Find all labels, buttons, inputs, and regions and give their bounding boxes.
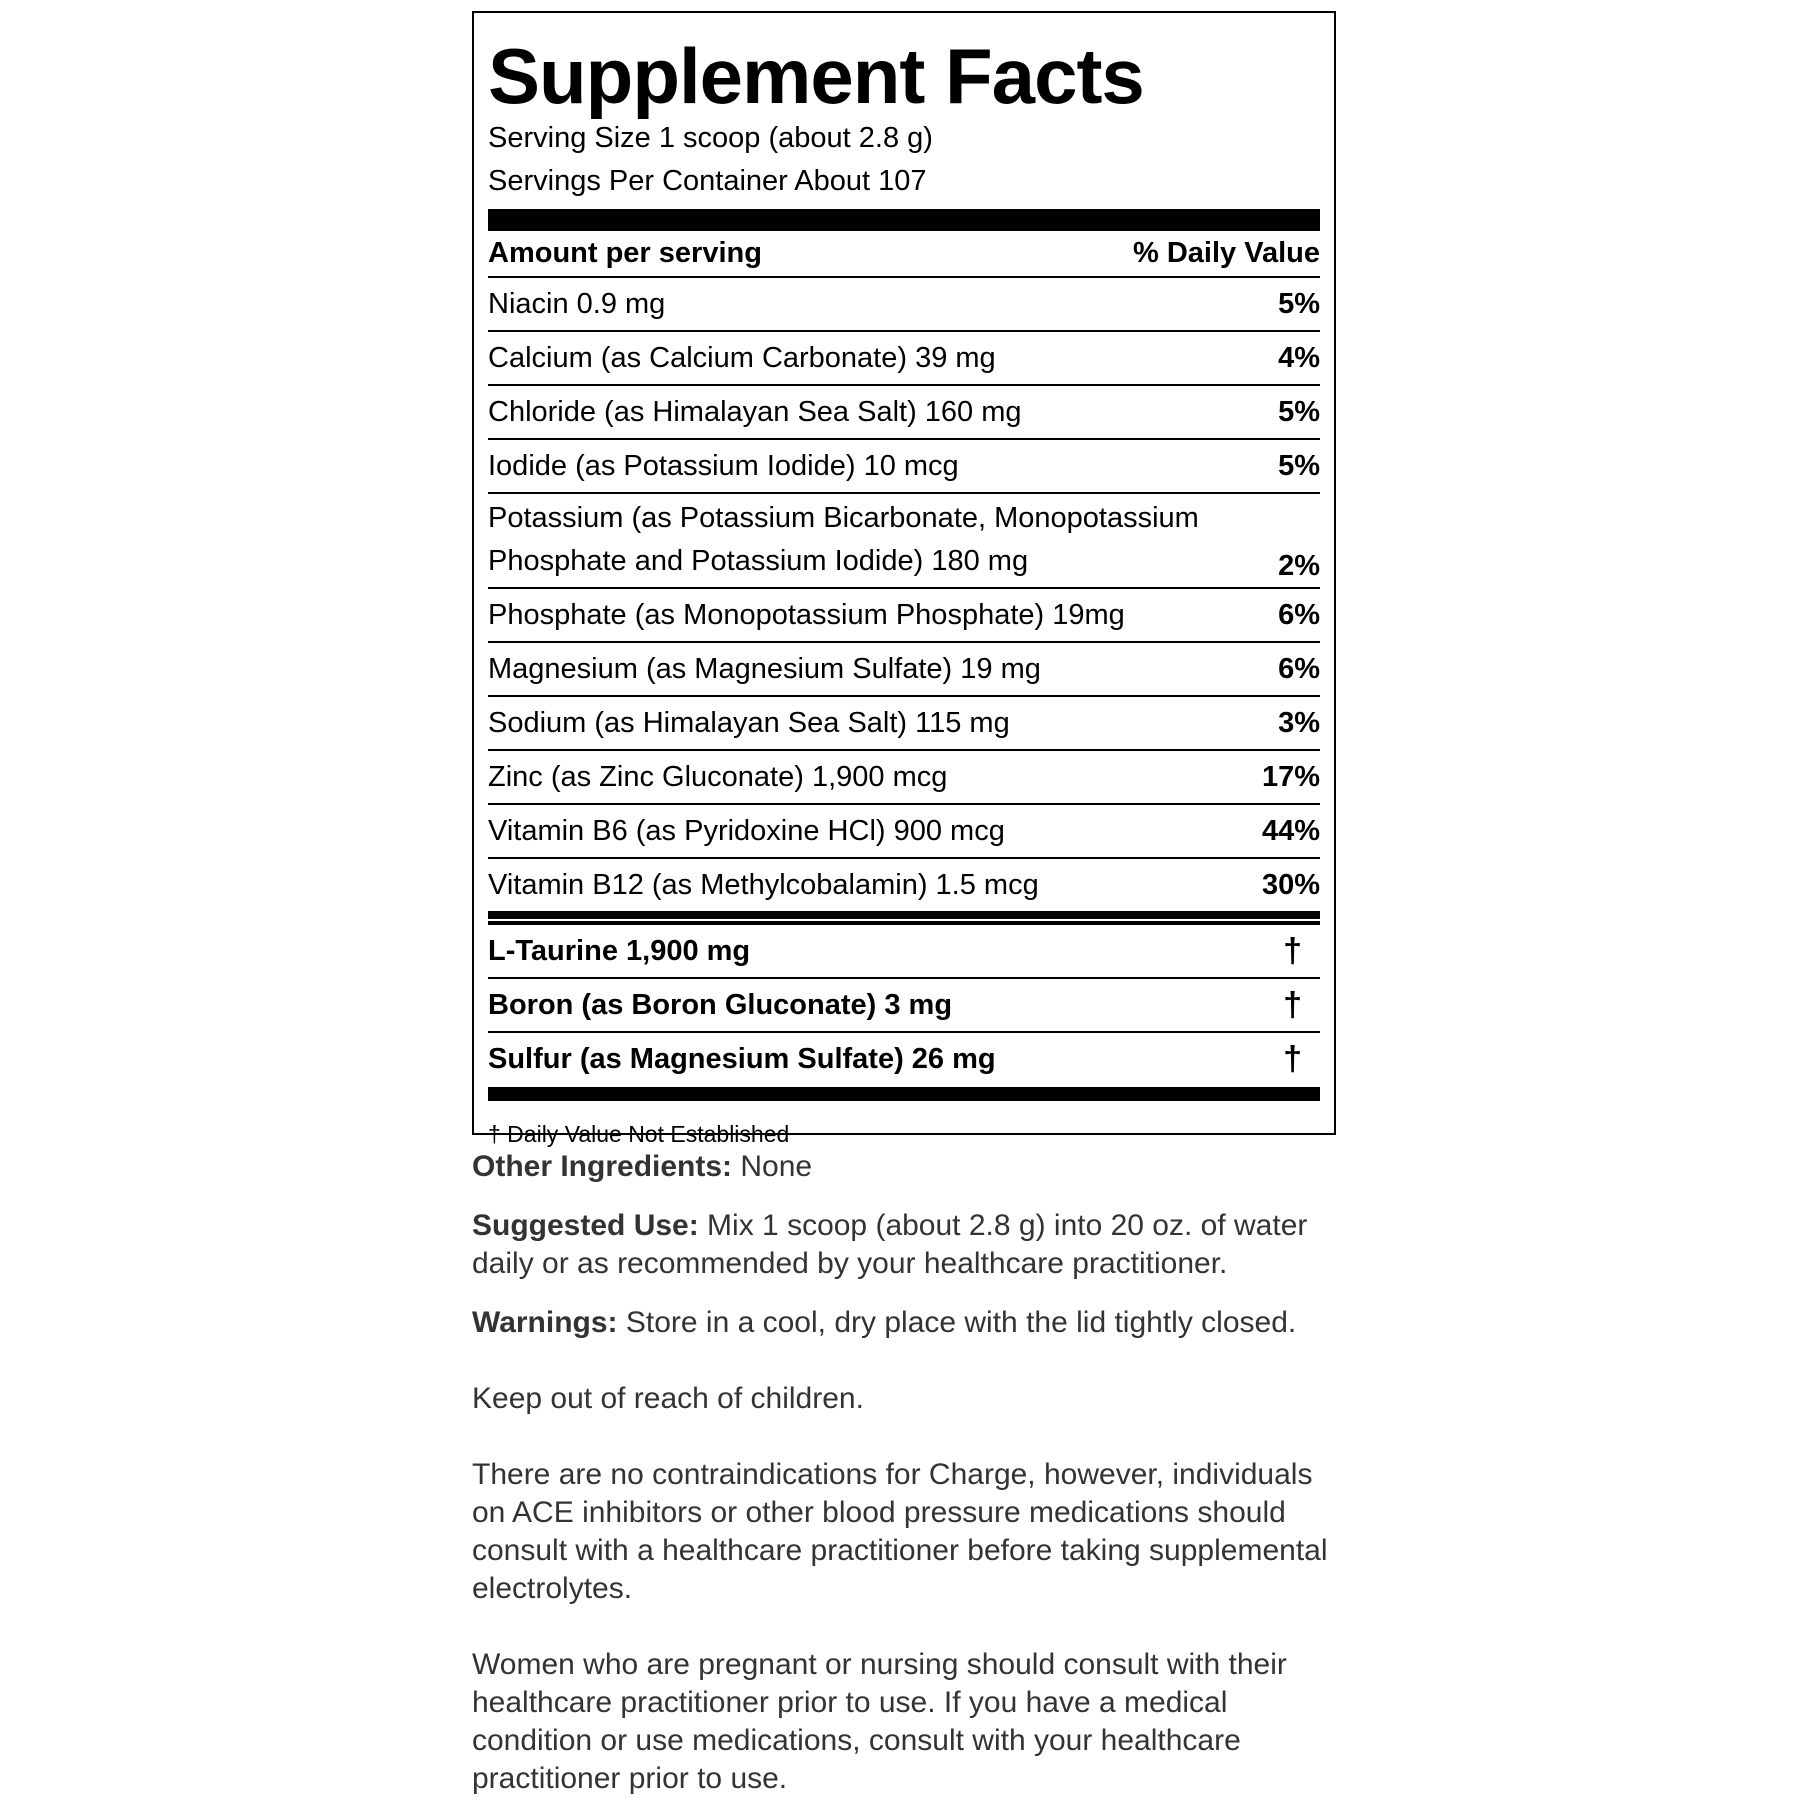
nutrient-dv: 5% <box>1278 395 1320 428</box>
nutrient-dv: 4% <box>1278 341 1320 374</box>
supplement-facts-panel <box>472 11 1336 1147</box>
nutrient-dv: 30% <box>1261 868 1320 901</box>
nutrient-name: Vitamin B6 (as Pyridoxine HCl) 900 mcg <box>488 814 1005 847</box>
table-row <box>488 278 1320 332</box>
dagger-mark: † <box>1283 985 1302 1024</box>
table-row <box>488 589 1320 643</box>
nutrient-name: Niacin 0.9 mg <box>488 287 666 320</box>
table-row <box>488 332 1320 386</box>
other-ingredients-value: None <box>732 1150 813 1183</box>
serving-size: Serving Size 1 scoop (about 2.8 g) <box>488 122 933 154</box>
divider-double <box>488 911 1320 921</box>
table-row <box>488 494 1320 589</box>
table-row <box>488 751 1320 805</box>
nutrient-dv: 5% <box>1278 287 1320 320</box>
other-ingredients-label: Other Ingredients: <box>472 1150 733 1183</box>
nutrient-dv: 6% <box>1278 598 1320 631</box>
nutrient-name: Chloride (as Himalayan Sea Salt) 160 mg <box>488 395 1022 428</box>
ingredient-name: Sulfur (as Magnesium Sulfate) 26 mg <box>488 1042 996 1075</box>
table-row <box>488 925 1320 979</box>
suggested-use <box>472 1207 1352 1283</box>
warnings <box>472 1304 1352 1342</box>
nutrient-dv: 2% <box>1278 550 1320 582</box>
table-row <box>488 643 1320 697</box>
table-header <box>488 231 1320 278</box>
divider-thick <box>488 209 1320 231</box>
warnings-label: Warnings: <box>472 1306 618 1339</box>
nutrient-name: Sodium (as Himalayan Sea Salt) 115 mg <box>488 706 1010 739</box>
nutrient-name: Vitamin B12 (as Methylcobalamin) 1.5 mcg <box>488 868 1039 901</box>
table-row <box>488 1033 1320 1085</box>
contraindications-notice: There are no contraindications for Charge, however, individuals on ACE inhibitors or other blood pressure medications should consult with a healthcare practitioner before taking supplemental electrolytes. <box>472 1458 1328 1605</box>
nutrient-dv: 3% <box>1278 706 1320 739</box>
nutrient-name: Magnesium (as Magnesium Sulfate) 19 mg <box>488 652 1041 685</box>
nutrient-name: Potassium (as Potassium Bicarbonate, Monopotassium Phosphate and Potassium Iodide) 180 mg <box>488 502 1199 577</box>
dagger-mark: † <box>1283 931 1302 970</box>
other-ingredients <box>472 1148 1352 1186</box>
nutrient-dv: 6% <box>1278 652 1320 685</box>
pregnancy-notice: Women who are pregnant or nursing should consult with their healthcare practitioner prior to use. If you have a medical condition or use medications, consult with your healthcare practitioner prior to use. <box>472 1648 1287 1795</box>
footnote: † Daily Value Not Established <box>488 1121 790 1147</box>
table-row <box>488 859 1320 911</box>
table-row <box>488 805 1320 859</box>
header-amount: Amount per serving <box>488 237 762 269</box>
nutrient-name: Iodide (as Potassium Iodide) 10 mcg <box>488 449 959 482</box>
suggested-use-value: Mix 1 scoop (about 2.8 g) into 20 oz. of water daily or as recommended by your healthcare practitioner. <box>472 1209 1308 1280</box>
table-row <box>488 979 1320 1033</box>
nutrient-dv: 44% <box>1261 814 1320 847</box>
ingredient-name: Boron (as Boron Gluconate) 3 mg <box>488 988 953 1021</box>
nutrient-name: Zinc (as Zinc Gluconate) 1,900 mcg <box>488 760 948 793</box>
divider-thick-bottom <box>488 1087 1320 1101</box>
header-daily-value: % Daily Value <box>1133 237 1320 269</box>
nutrient-dv: 5% <box>1278 449 1320 482</box>
nutrient-dv: 17% <box>1261 760 1320 793</box>
panel-title: Supplement Facts <box>488 32 1144 120</box>
table-row <box>488 386 1320 440</box>
suggested-use-label: Suggested Use: <box>472 1209 699 1242</box>
servings-per-container: Servings Per Container About 107 <box>488 165 927 197</box>
label-text-section <box>472 1148 1352 1819</box>
nutrient-name: Phosphate (as Monopotassium Phosphate) 19mg <box>488 598 1125 631</box>
dagger-mark: † <box>1283 1039 1302 1078</box>
table-row <box>488 697 1320 751</box>
nutrient-name: Calcium (as Calcium Carbonate) 39 mg <box>488 341 996 374</box>
table-row <box>488 440 1320 494</box>
keep-out-notice: Keep out of reach of children. <box>472 1382 864 1415</box>
ingredient-name: L-Taurine 1,900 mg <box>488 934 751 967</box>
warnings-value: Store in a cool, dry place with the lid tightly closed. <box>617 1306 1297 1339</box>
